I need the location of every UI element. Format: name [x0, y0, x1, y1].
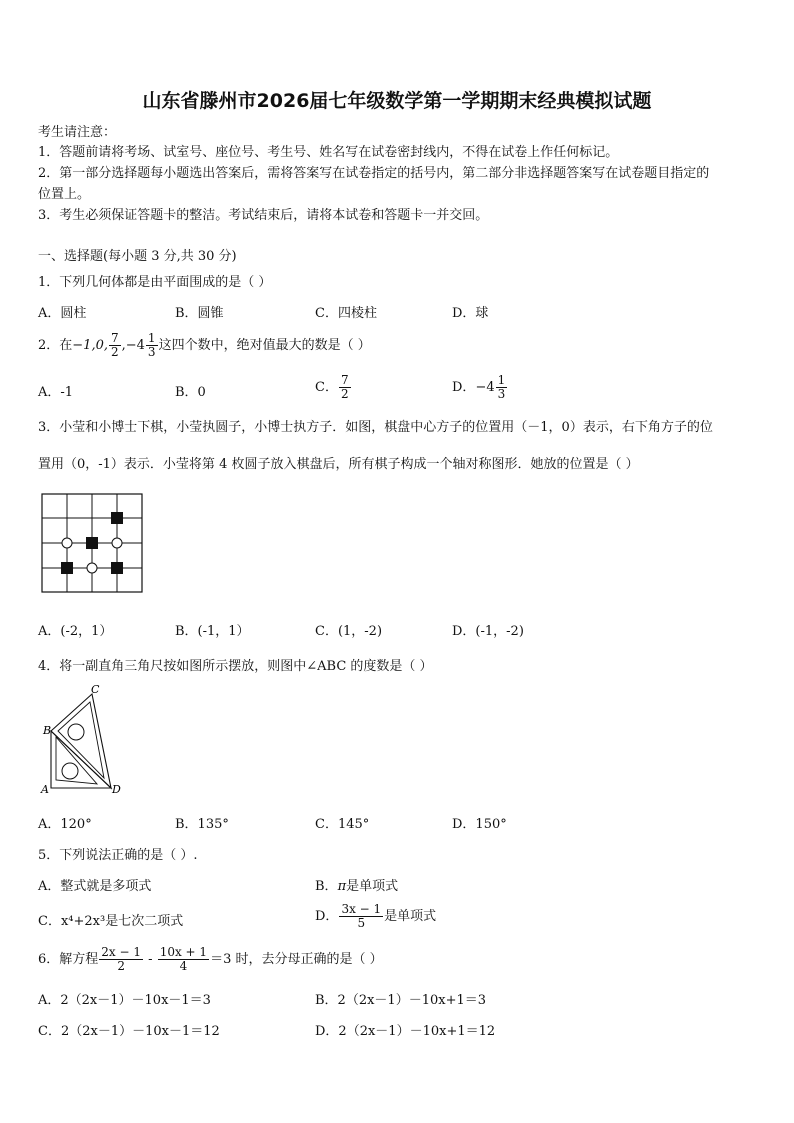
q2-option-b: B．0: [175, 385, 206, 400]
q4-option-b: B．135°: [175, 817, 229, 832]
q5-d-num: 3x − 1: [341, 902, 382, 916]
page-title: 山东省滕州市2026届七年级数学第一学期期末经典模拟试题: [142, 90, 652, 112]
notice-item-1: 1．答题前请将考场、试室号、座位号、考生号、姓名写在试卷密封线内，不得在试卷上作任何标记。: [38, 145, 619, 160]
q1-option-a: A．圆柱: [38, 306, 87, 321]
notice-item-2: 2．第一部分选择题每小题选出答案后，需将答案写在试卷指定的括号内，第二部分非选择题答案写在试卷题目指定的: [38, 166, 710, 181]
q4-option-c: C．145°: [315, 817, 370, 832]
question-5-stem: 5．下列说法正确的是（ ）.: [38, 848, 198, 863]
q6-f1-den: 2: [117, 959, 125, 973]
label-c: C: [91, 683, 100, 696]
label-a: A: [41, 783, 49, 796]
q6-option-a: A．2（2x－1）－10x－1＝3: [38, 993, 211, 1008]
q6-suffix: ＝3 时，去分母正确的是（ ）: [210, 952, 383, 967]
q2-option-d-fraction: [496, 374, 508, 401]
question-3-line-1: 3．小莹和小博士下棋，小莹执圆子，小博士执方子．如图，棋盘中心方子的位置用（－1，0）表示，右下角方子的位: [38, 420, 713, 435]
q6-f2-den: 4: [179, 959, 188, 973]
notice-item-3: 3．考生必须保证答题卡的整洁。考试结束后，请将本试卷和答题卡一并交回。: [38, 208, 489, 223]
hole-lower: [62, 763, 78, 779]
q6-fraction-2: [158, 946, 209, 973]
round-piece-right: [112, 538, 122, 548]
q2-c-den: 2: [340, 387, 349, 401]
q5-option-b-text: 是单项式: [346, 879, 399, 894]
q5-option-d-label: D．: [315, 909, 339, 924]
q2-option-a: A．-1: [38, 385, 74, 400]
q1-option-c: C．四棱柱: [315, 306, 377, 321]
q5-option-d: [315, 897, 436, 937]
q2-d-den: 3: [497, 387, 506, 401]
notice-heading: 考生请注意：: [38, 125, 117, 140]
q2-frac1-num: 7: [110, 331, 119, 345]
hole-upper: [68, 724, 84, 740]
q2-numbers: −1,0,: [72, 338, 108, 353]
q5-option-c: C．x⁴+2x³是七次二项式: [38, 914, 184, 929]
q5-option-b-label: B．: [315, 879, 338, 894]
q2-c-num: 7: [340, 373, 349, 387]
q5-pi: π: [337, 879, 347, 894]
q5-option-a: A．整式就是多项式: [38, 879, 152, 894]
question-3-line-2: 置用（0，-1）表示．小莹将第 4 枚圆子放入棋盘后，所有棋子构成一个轴对称图形．她放的位置是（ ）: [38, 457, 639, 472]
square-piece-bottom-right: [111, 562, 123, 574]
q2-frac2-den: 3: [147, 345, 156, 359]
q2-option-c-fraction: [339, 374, 351, 401]
q4-option-d: D．150°: [452, 817, 507, 832]
q6-option-b: B．2（2x－1）－10x+1＝3: [315, 993, 487, 1008]
q6-prefix: 6．解方程: [38, 952, 99, 967]
q6-option-c: C．2（2x－1）－10x－1＝12: [38, 1024, 220, 1039]
round-piece-left: [62, 538, 72, 548]
square-piece-center: [86, 537, 98, 549]
q6-f1-num: 2x − 1: [101, 945, 142, 959]
q5-option-d-text: 是单项式: [384, 909, 437, 924]
q2-frac1-den: 2: [110, 345, 119, 359]
q2-option-c-label: C．: [315, 380, 338, 395]
q2-prefix: 2．在: [38, 338, 73, 353]
triangle-rulers-figure: [36, 680, 136, 800]
q2-d-num: 1: [497, 373, 506, 387]
square-piece-bottom-left: [61, 562, 73, 574]
q6-fraction-1: [99, 946, 143, 973]
q2-fraction-7-2: [109, 332, 121, 359]
triangle-30-60-inner: [58, 702, 104, 778]
q5-option-b: [315, 875, 398, 894]
q2-option-d-label: D．: [452, 380, 476, 395]
q3-option-d: D．(-1，-2): [452, 624, 524, 639]
question-6-stem: [38, 940, 383, 980]
label-b: B: [43, 724, 52, 737]
q3-option-a: A．(-2，1）: [38, 624, 113, 639]
question-4-stem: 4．将一副直角三角尺按如图所示摆放，则图中∠ABC 的度数是（ ）: [38, 659, 433, 674]
q2-d-whole: −4: [475, 380, 495, 395]
label-d: D: [112, 783, 121, 796]
q3-option-c: C．(1，-2): [315, 624, 383, 639]
q3-option-b: B．(-1，1）: [175, 624, 250, 639]
square-piece-top: [111, 512, 123, 524]
q5-d-den: 5: [357, 916, 366, 930]
q2-fraction-1-3: [146, 332, 158, 359]
section-heading: 一、选择题(每小题 3 分,共 30 分): [38, 249, 237, 264]
question-1-stem: 1．下列几何体都是由平面围成的是（ ）: [38, 275, 272, 290]
q1-option-b: B．圆锥: [175, 306, 224, 321]
round-piece-bottom: [87, 563, 97, 573]
q2-option-c: [315, 368, 352, 408]
q2-suffix: 这四个数中，绝对值最大的数是（ ）: [158, 338, 371, 353]
q4-option-a: A．120°: [38, 817, 92, 832]
question-2-stem: [38, 329, 371, 363]
chessboard-figure: [40, 492, 144, 594]
q6-minus: -: [148, 952, 153, 967]
q2-frac2-num: 1: [147, 331, 156, 345]
q2-option-d: [452, 368, 508, 408]
q6-option-d: D．2（2x－1）－10x+1＝12: [315, 1024, 496, 1039]
q1-option-d: D．球: [452, 306, 489, 321]
notice-item-2-cont: 位置上。: [38, 187, 91, 202]
triangle-45-inner: [56, 737, 97, 784]
q2-mid: ,−4: [121, 338, 145, 353]
q5-option-d-fraction: [339, 903, 383, 930]
q6-f2-num: 10x + 1: [159, 945, 208, 959]
